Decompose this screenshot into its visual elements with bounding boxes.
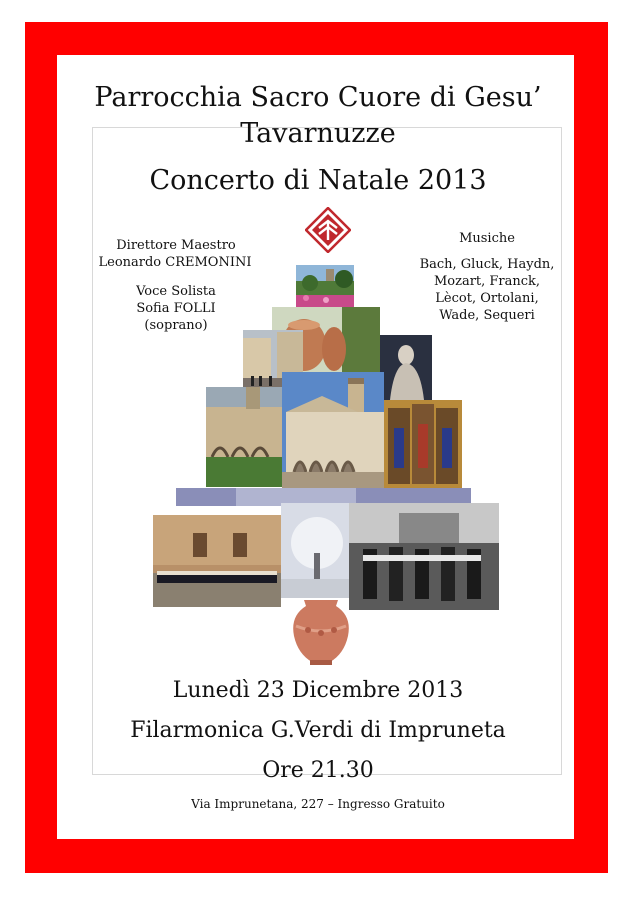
director-name: Leonardo CREMONINI (98, 255, 252, 270)
concert-time: Ore 21.30 (262, 758, 374, 783)
soloist-voice: (soprano) (144, 318, 208, 333)
soloist-name: Sofia FOLLI (136, 301, 216, 316)
altarpiece-photo (384, 400, 462, 488)
soloist-label: Voce Solista (136, 284, 216, 299)
town-title: Tavarnuzze (240, 118, 396, 149)
band-courtyard-photo (153, 515, 281, 607)
music-label: Musiche (459, 231, 515, 246)
statue-photo (380, 335, 432, 400)
composer-line: Mozart, Franck, (433, 274, 541, 289)
composer-line: Wade, Sequeri (439, 308, 535, 323)
parish-title: Parrocchia Sacro Cuore di Gesu’ (94, 82, 542, 113)
cloister-photo (206, 387, 282, 487)
marching-band-photo (349, 503, 499, 610)
church-photo (282, 372, 384, 490)
composer-line: Lècot, Ortolani, (435, 291, 539, 306)
snowy-tree-photo (281, 503, 353, 598)
address-entry: Via Imprunetana, 227 – Ingresso Gratuito (191, 797, 445, 811)
director-label: Direttore Maestro (116, 238, 236, 253)
concert-venue: Filarmonica G.Verdi di Impruneta (130, 718, 506, 743)
village-garden-photo (296, 265, 354, 307)
composer-line: Bach, Gluck, Haydn, (419, 257, 555, 272)
parish-logo-icon (305, 207, 351, 253)
terracotta-vase-icon (286, 596, 356, 666)
concert-title: Concerto di Natale 2013 (149, 165, 487, 196)
concert-date: Lunedì 23 Dicembre 2013 (172, 678, 464, 703)
